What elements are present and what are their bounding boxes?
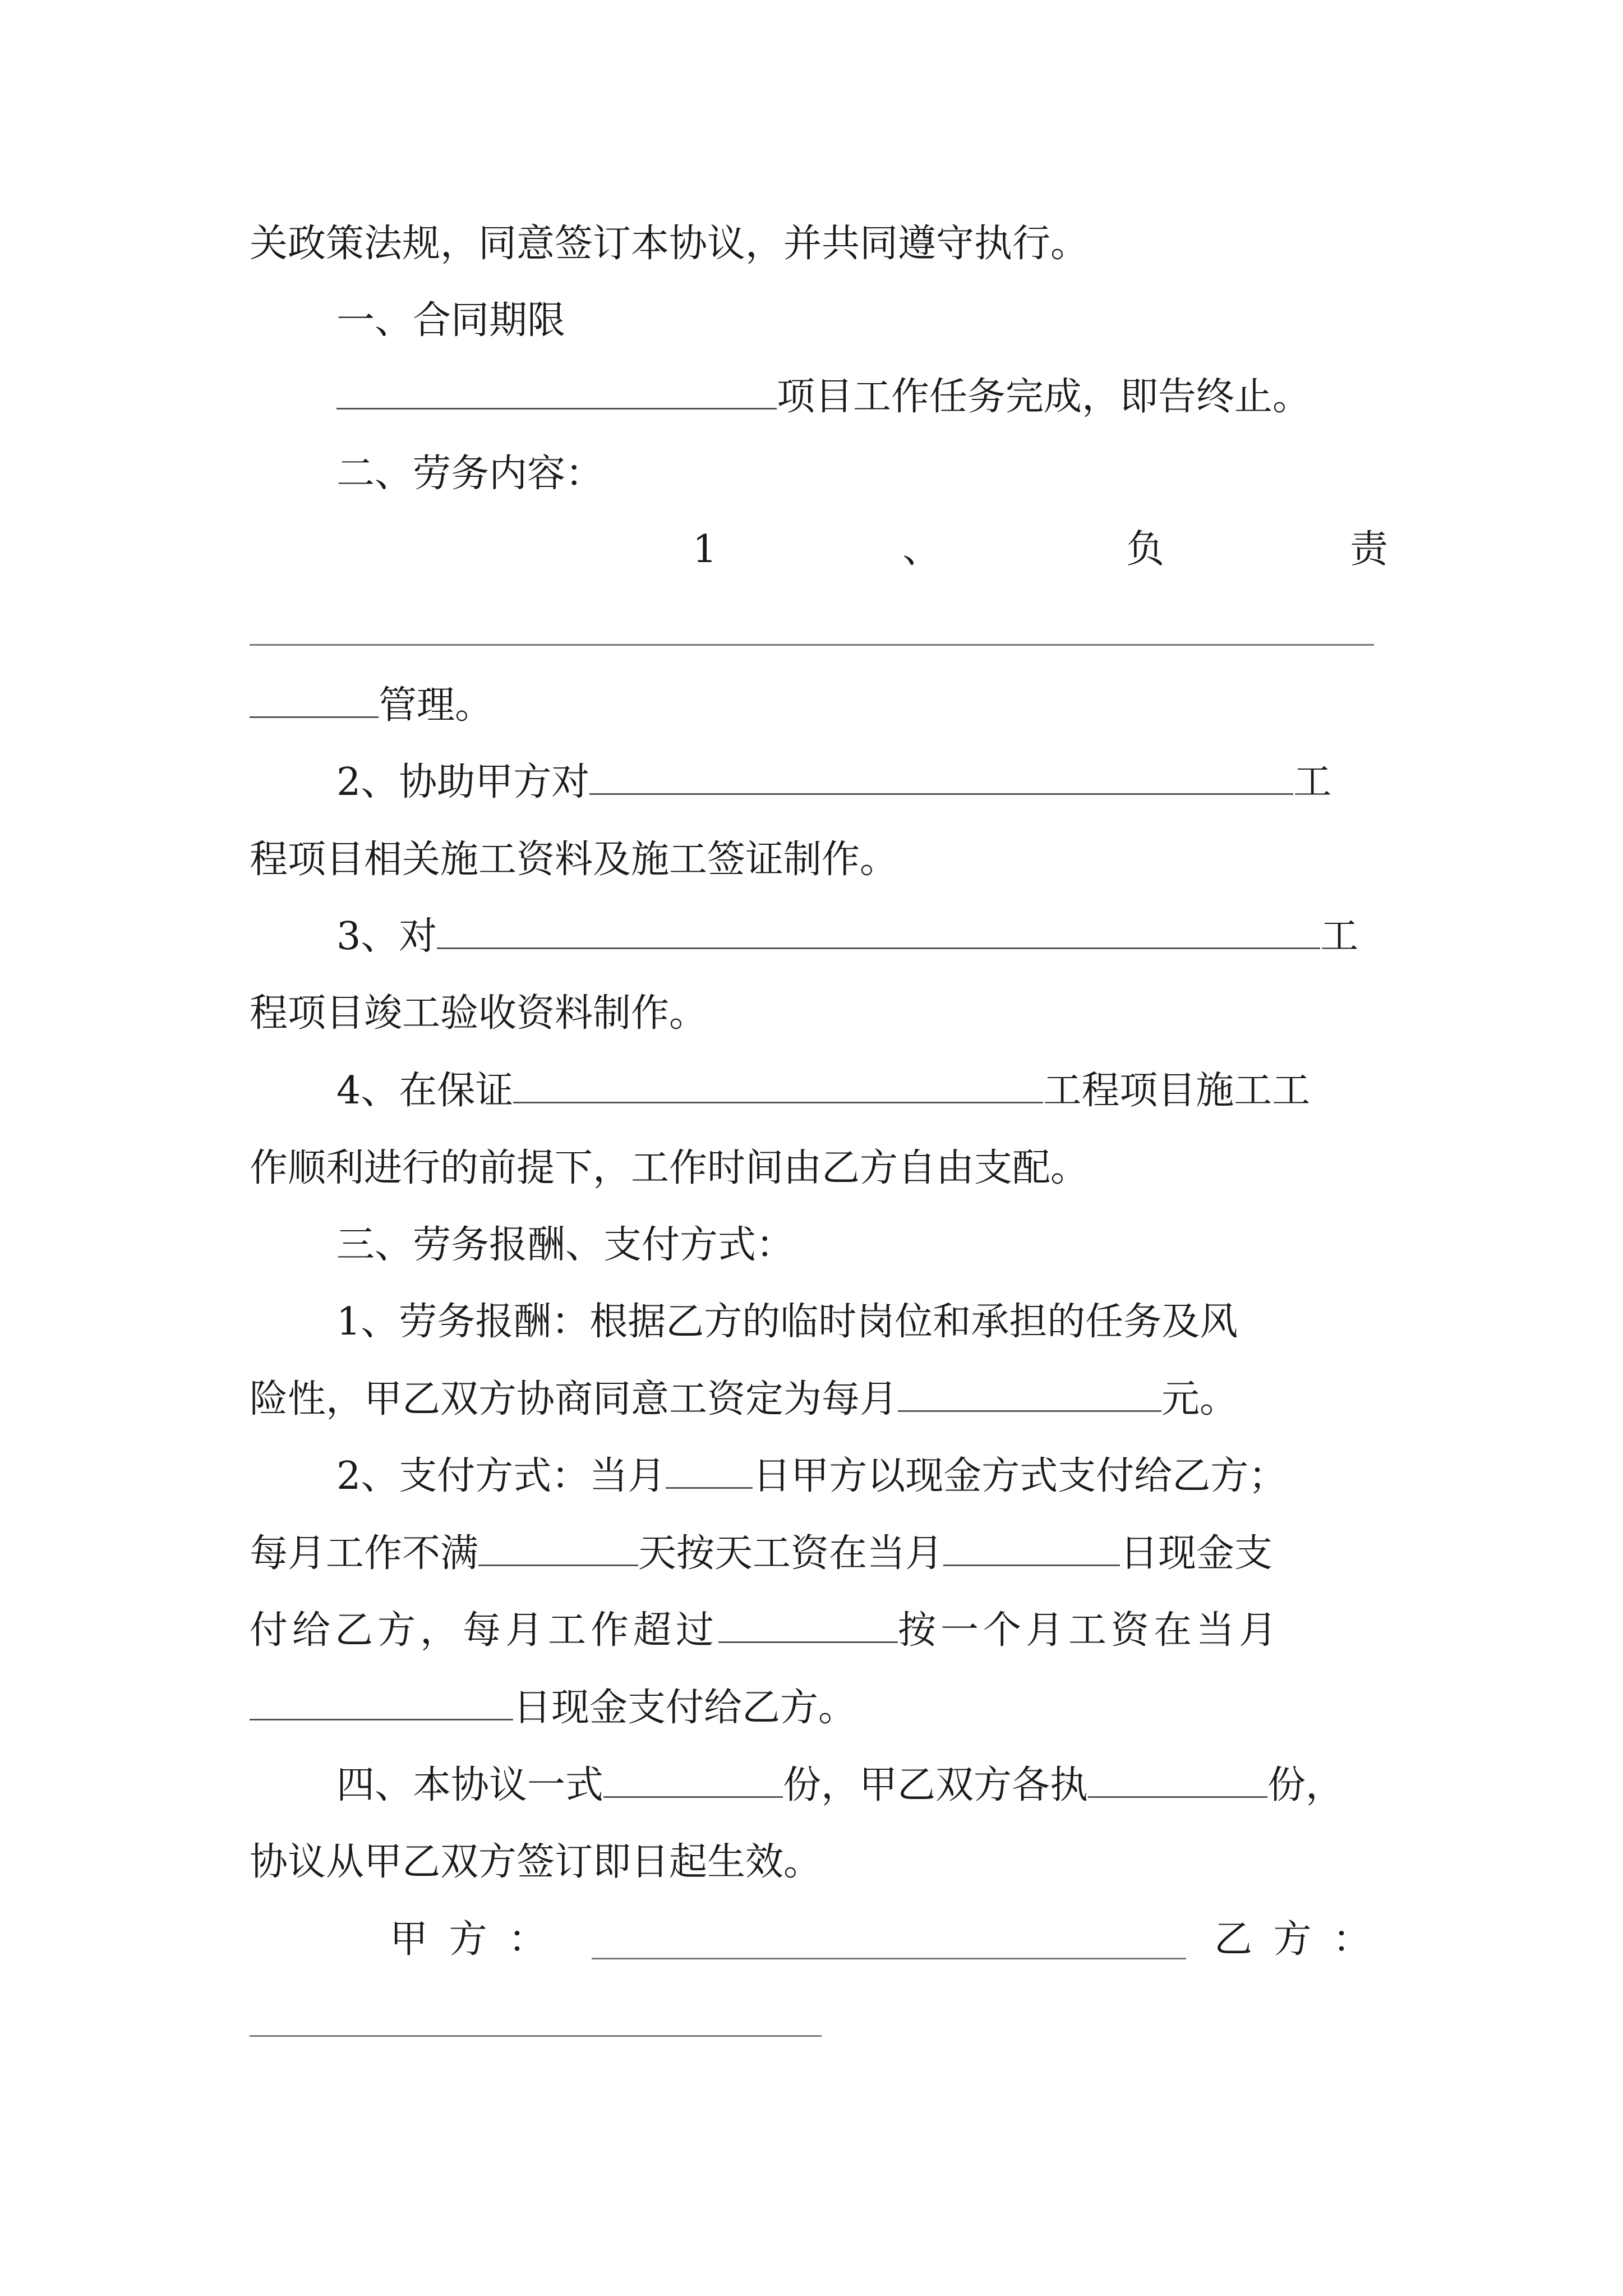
item-4-blank[interactable]: [513, 1064, 1043, 1103]
item-1-token: 责: [1349, 527, 1388, 572]
item-1-short-blank[interactable]: [250, 678, 379, 718]
item-2-suffix: 工: [1293, 760, 1332, 804]
section-2-heading: 二、劳务内容：: [336, 452, 604, 496]
item-2-prefix: 2、协助甲方对: [336, 760, 590, 804]
intro-line: 关政策法规，同意签订本协议，并共同遵守执行。: [250, 222, 1089, 266]
payment-2-line-1: [336, 1448, 1388, 1504]
item-1-token: 负: [1126, 527, 1165, 572]
item-2-line: [336, 754, 1388, 811]
item-3-line: [336, 909, 1388, 965]
item-2-blank[interactable]: [589, 755, 1293, 795]
item-4-line: [336, 1063, 1388, 1119]
item-1-blank-line[interactable]: [250, 644, 1374, 646]
copies-total-blank[interactable]: [603, 1758, 783, 1798]
term-blank[interactable]: [336, 370, 777, 409]
payment-1-text: 险性，甲乙双方协商同意工资定为每月: [250, 1377, 898, 1421]
item-1-tail: 管理。: [379, 683, 494, 728]
section-4-text: 份，甲乙双方各执: [783, 1763, 1089, 1807]
section-4-text: 份，: [1267, 1763, 1344, 1807]
payment-2-text: 日甲方以现金方式支付给乙方；: [753, 1454, 1287, 1498]
party-a-label: 甲 方 ：: [390, 1917, 551, 1962]
payment-1-line-2: [250, 1372, 1388, 1428]
daily-pay-day-blank[interactable]: [943, 1526, 1120, 1566]
min-days-blank[interactable]: [478, 1526, 638, 1566]
section-4-line-1: [336, 1757, 1388, 1814]
copies-each-blank[interactable]: [1088, 1758, 1267, 1798]
payment-2-text: 每月工作不满: [250, 1531, 479, 1576]
section-3-heading: 三、劳务报酬、支付方式：: [336, 1223, 795, 1267]
pay-day-blank[interactable]: [666, 1449, 753, 1489]
item-2-continuation: 程项目相关施工资料及施工签证制作。: [250, 838, 898, 882]
monthly-pay-day-blank[interactable]: [250, 1681, 513, 1720]
item-3-continuation: 程项目竣工验收资料制作。: [250, 991, 708, 1036]
item-3-prefix: 3、对: [336, 914, 437, 959]
party-b-signature-line[interactable]: [250, 2035, 822, 2037]
payment-1-line-1: 1、劳务报酬：根据乙方的临时岗位和承担的任务及风: [336, 1300, 1238, 1344]
section-4-text: 四、本协议一式: [336, 1763, 604, 1807]
payment-2-text: 日现金支付给乙方。: [513, 1686, 857, 1730]
term-text: 项目工作任务完成，即告终止。: [777, 375, 1311, 419]
item-3-suffix: 工: [1320, 914, 1359, 959]
item-4-prefix: 4、在保证: [336, 1069, 514, 1113]
payment-2-text: 天按天工资在当月: [638, 1531, 944, 1576]
payment-2-prefix: 2、支付方式：当月: [336, 1454, 666, 1498]
section-4-line-2: 协议从甲乙双方签订即日起生效。: [250, 1840, 822, 1884]
over-days-blank[interactable]: [718, 1603, 898, 1643]
payment-2-text: 按一个月工资在当月: [898, 1608, 1282, 1653]
item-4-continuation: 作顺利进行的前提下，工作时间由乙方自由支配。: [250, 1146, 1089, 1190]
item-1-token: 1: [693, 527, 717, 572]
party-b-label: 乙 方 ：: [1214, 1917, 1376, 1962]
item-4-post: 工程项目施工工: [1043, 1069, 1311, 1113]
payment-2-line-3: [250, 1603, 1388, 1659]
payment-2-text: 日现金支: [1120, 1531, 1273, 1576]
item-1-line: [693, 522, 1388, 578]
section-1-heading: 一、合同期限: [336, 298, 566, 343]
payment-2-text: 付给乙方，每月工作超过: [250, 1608, 719, 1653]
monthly-wage-blank[interactable]: [898, 1372, 1161, 1412]
item-3-blank[interactable]: [437, 909, 1320, 949]
party-a-signature-line[interactable]: [592, 1958, 1186, 1959]
section-1-text: [336, 369, 1388, 425]
item-1-tail-line: [250, 678, 1388, 734]
payment-2-line-4: [250, 1680, 1388, 1736]
payment-1-unit: 元。: [1161, 1377, 1238, 1421]
item-1-token: 、: [902, 527, 941, 572]
payment-2-line-2: [250, 1526, 1388, 1582]
